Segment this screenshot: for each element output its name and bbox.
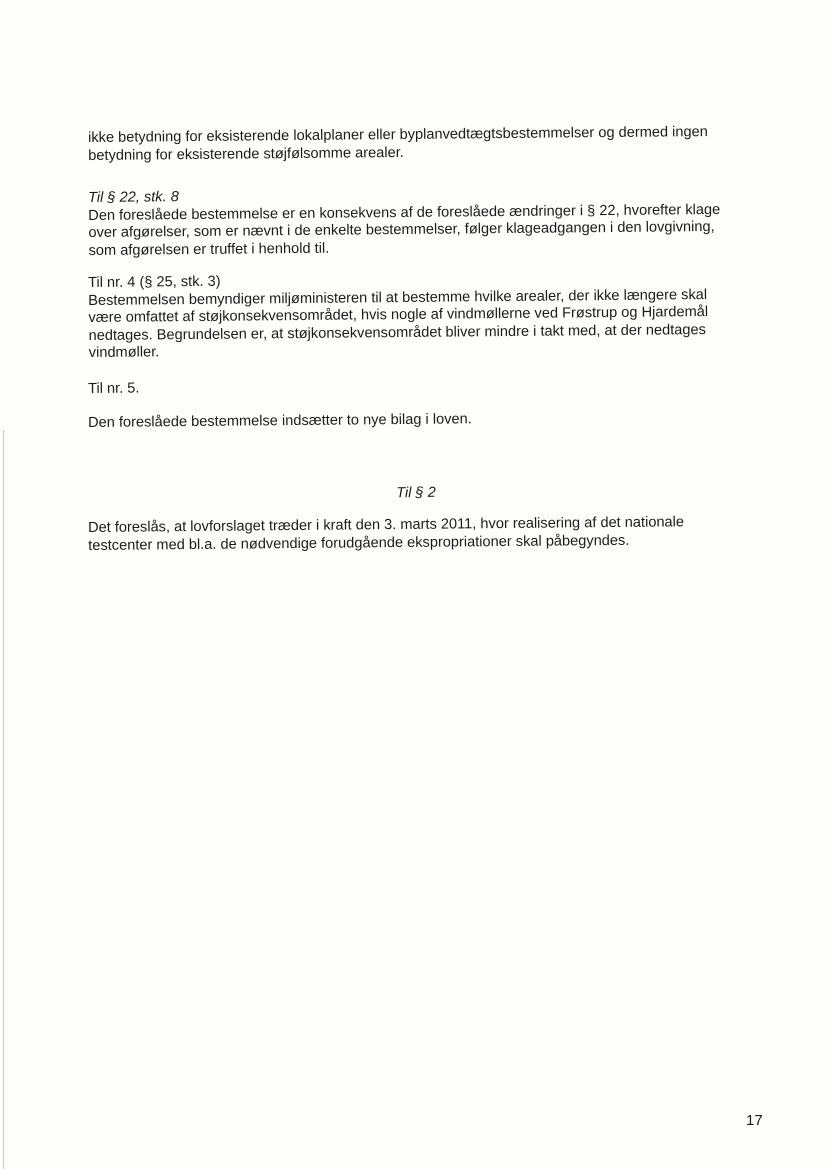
nr4-paragraph (88, 269, 753, 363)
nr4-line-2: være omfattet af støjkonsekvensområdet, hvis nogle af vindmøllerne ved Frøstrup og Hjardemål (88, 304, 709, 327)
section-2-line-2: testcenter med bl.a. de nødvendige forudgående ekspropriationer skal påbegyndes. (88, 532, 630, 554)
section-22-line-3: som afgørelsen er truffet i henhold til. (88, 240, 330, 259)
section-2-paragraph (88, 514, 752, 556)
nr4-heading: Til nr. 4 (§ 25, stk. 3) (88, 273, 221, 291)
nr5-heading: Til nr. 5. (88, 380, 140, 397)
section-22-paragraph (88, 184, 753, 261)
section-22-line-2: over afgørelser, som er nævnt i de enkelte bestemmelser, følger klageadgangen i den lovgivning, (88, 219, 715, 242)
nr5-heading-block (88, 375, 752, 399)
nr4-line-1: Bestemmelsen bemyndiger miljøministeren til at bestemme hvilke arealer, der ikke længere skal (88, 286, 708, 309)
section-22-line-1: Den foreslåede bestemmelse er en konsekvens af de foreslåede ændringer i § 22, hvorefter klage (88, 201, 721, 224)
section-2-line-1: Det foreslås, at lovforslaget træder i kraft den 3. marts 2011, hvor realisering af det nationale (88, 514, 685, 536)
scan-edge-line (3, 430, 4, 1169)
nr4-line-3: nedtages. Begrundelsen er, at støjkonsekvensområdet bliver mindre i takt med, at der nedtages (88, 321, 706, 344)
page-number: 17 (746, 1112, 763, 1129)
nr5-text: Den foreslåede bestemmelse indsætter to nye bilag i loven. (88, 411, 472, 431)
intro-line-1: ikke betydning for eksisterende lokalplaner eller byplanvedtægtsbestemmelser og dermed ingen (88, 124, 708, 146)
intro-paragraph (88, 124, 752, 166)
nr4-line-4: vindmøller. (88, 344, 160, 362)
nr5-paragraph (88, 409, 752, 433)
section-2-heading: Til § 2 (396, 484, 436, 502)
intro-line-2: betydning for eksisterende støjfølsomme arealer. (88, 144, 404, 164)
section-22-heading: Til § 22, stk. 8 (88, 189, 179, 206)
